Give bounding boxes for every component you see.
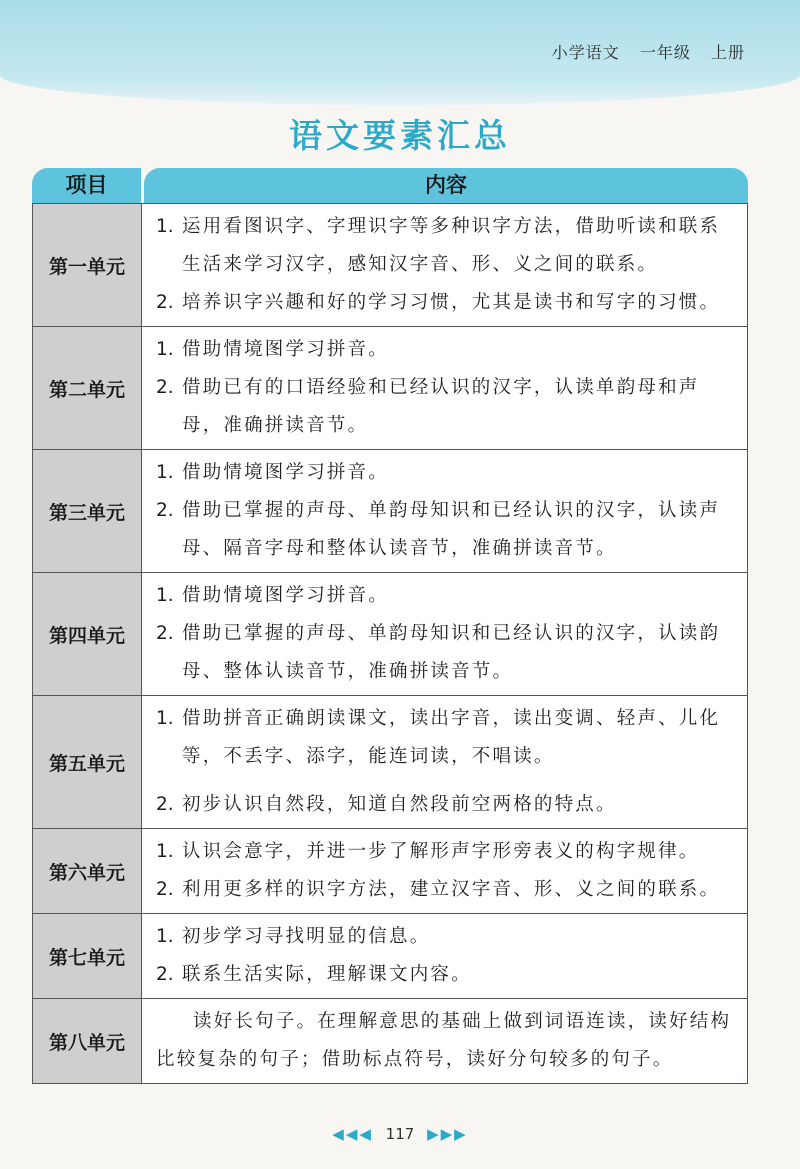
- item-text: 借助已掌握的声母、单韵母知识和已经认识的汉字，认读声母、隔音字母和整体认读音节，准确拼读音节。: [182, 500, 721, 559]
- page-title: 语文要素汇总: [289, 116, 511, 155]
- table-row: [33, 913, 747, 998]
- item-text: 借助情境图学习拼音。: [182, 585, 390, 606]
- item-number: 2.: [156, 879, 174, 900]
- content-cell: [142, 327, 747, 449]
- item-number: 2.: [156, 377, 174, 398]
- item-number: 1.: [156, 708, 174, 729]
- list-item: [156, 786, 737, 824]
- item-text: 借助拼音正确朗读课文，读出字音，读出变调、轻声、儿化等，不丢字、添字，能连词读，不唱读。: [182, 708, 721, 767]
- item-number: 2.: [156, 500, 174, 521]
- list-item: [156, 918, 737, 956]
- table-row: [33, 572, 747, 695]
- unit-label: 第三单元: [33, 450, 142, 572]
- item-text: 借助情境图学习拼音。: [182, 339, 390, 360]
- item-number: 2.: [156, 964, 174, 985]
- list-item: [156, 492, 737, 568]
- item-text: 初步学习寻找明显的信息。: [182, 926, 431, 947]
- list-item: [156, 454, 737, 492]
- item-text: 运用看图识字、字理识字等多种识字方法，借助听读和联系生活来学习汉字，感知汉字音、形、义之间的联系。: [182, 216, 721, 275]
- table-row: [33, 828, 747, 913]
- column-header-content: 内容: [144, 168, 748, 203]
- item-number: 2.: [156, 292, 174, 313]
- content-cell: [142, 696, 747, 828]
- content-cell: [142, 829, 747, 913]
- content-cell: [142, 450, 747, 572]
- content-cell: [142, 204, 747, 326]
- unit-label: 第四单元: [33, 573, 142, 695]
- unit-label: 第二单元: [33, 327, 142, 449]
- item-text: 借助情境图学习拼音。: [182, 462, 390, 483]
- item-text: 认识会意字，并进一步了解形声字形旁表义的构字规律。: [182, 841, 700, 862]
- list-item: [156, 833, 737, 871]
- content-cell: [142, 573, 747, 695]
- table-row: [33, 998, 747, 1083]
- unit-label: 第五单元: [33, 696, 142, 828]
- item-text: 初步认识自然段，知道自然段前空两格的特点。: [182, 794, 617, 815]
- content-cell: [142, 999, 747, 1083]
- item-text: 借助已掌握的声母、单韵母知识和已经认识的汉字，认读韵母、整体认读音节，准确拼读音节。: [182, 623, 721, 682]
- list-item: [156, 369, 737, 445]
- page-footer: [0, 1125, 800, 1143]
- item-number: 1.: [156, 585, 174, 606]
- paragraph-text: 读好长句子。在理解意思的基础上做到词语连读，读好结构比较复杂的句子；借助标点符号，读好分句较多的句子。: [156, 1011, 732, 1070]
- prev-arrows-icon: ◀◀◀: [332, 1125, 373, 1143]
- grade-label: 一年级: [639, 43, 691, 62]
- list-item: [156, 284, 737, 322]
- item-text: 利用更多样的识字方法，建立汉字音、形、义之间的联系。: [182, 879, 721, 900]
- item-text: 培养识字兴趣和好的学习习惯，尤其是读书和写字的习惯。: [182, 292, 721, 313]
- subject-label: 小学语文: [551, 43, 620, 62]
- book-info: [538, 40, 745, 63]
- column-header-item: 项目: [32, 168, 141, 203]
- list-item: [156, 956, 737, 994]
- list-item: [156, 208, 737, 284]
- table-row: [33, 204, 747, 326]
- unit-label: 第八单元: [33, 999, 142, 1083]
- table-header: [32, 168, 748, 203]
- item-number: 2.: [156, 794, 174, 815]
- next-arrows-icon: ▶▶▶: [427, 1125, 468, 1143]
- unit-label: 第一单元: [33, 204, 142, 326]
- unit-label: 第六单元: [33, 829, 142, 913]
- table-row: [33, 695, 747, 828]
- item-number: 1.: [156, 216, 174, 237]
- item-number: 1.: [156, 926, 174, 947]
- table-row: [33, 326, 747, 449]
- item-text: 联系生活实际，理解课文内容。: [182, 964, 472, 985]
- content-cell: [142, 914, 747, 998]
- item-text: 借助已有的口语经验和已经认识的汉字，认读单韵母和声母，准确拼读音节。: [182, 377, 700, 436]
- volume-label: 上册: [710, 43, 745, 62]
- list-item: [156, 577, 737, 615]
- page-number: 117: [385, 1125, 415, 1143]
- list-item: [156, 700, 737, 776]
- list-item: [156, 615, 737, 691]
- list-item: [156, 331, 737, 369]
- list-item: [156, 871, 737, 909]
- table-body: [32, 203, 748, 1084]
- item-number: 1.: [156, 462, 174, 483]
- table-row: [33, 449, 747, 572]
- item-number: 1.: [156, 339, 174, 360]
- item-number: 1.: [156, 841, 174, 862]
- item-number: 2.: [156, 623, 174, 644]
- unit-label: 第七单元: [33, 914, 142, 998]
- summary-table: [32, 168, 748, 1084]
